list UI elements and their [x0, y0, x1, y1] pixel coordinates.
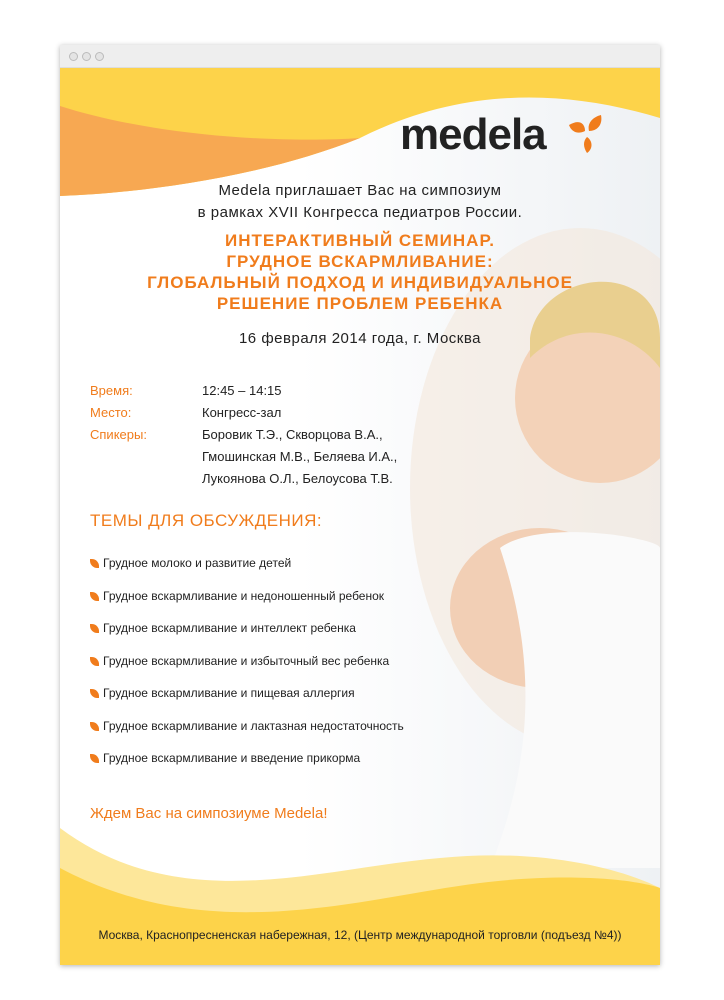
time-value: 12:45 – 14:15	[202, 383, 282, 398]
place-label: Место:	[90, 405, 132, 420]
leaf-bullet-icon	[90, 592, 99, 601]
event-date: 16 февраля 2014 года, г. Москва	[238, 330, 482, 347]
list-item	[90, 556, 404, 589]
list-item	[90, 751, 404, 784]
seminar-title	[60, 230, 660, 314]
place-value: Конгресс-зал	[202, 405, 282, 420]
title-line: ГЛОБАЛЬНЫЙ ПОДХОД И ИНДИВИДУАЛЬНОЕ	[147, 273, 573, 292]
list-item	[90, 686, 404, 719]
intro-text	[60, 180, 660, 224]
leaf-bullet-icon	[90, 657, 99, 666]
leaf-bullet-icon	[90, 722, 99, 731]
title-bar	[60, 45, 660, 68]
list-item	[90, 654, 404, 687]
topic-text: Грудное молоко и развитие детей	[103, 556, 292, 570]
intro-line: в рамках XVII Конгресса педиатров России.	[197, 204, 523, 221]
title-line: ГРУДНОЕ ВСКАРМЛИВАНИЕ:	[226, 252, 494, 271]
medela-logo	[400, 110, 605, 160]
leaf-bullet-icon	[90, 689, 99, 698]
time-label: Время:	[90, 383, 133, 398]
speaker-line: Гмошинская М.В., Беляева И.А.,	[202, 449, 398, 464]
topic-text: Грудное вскармливание и недоношенный ребенок	[103, 588, 385, 603]
speaker-line: Боровик Т.Э., Скворцова В.А.,	[202, 427, 383, 442]
maximize-dot[interactable]	[95, 52, 104, 61]
title-line: ИНТЕРАКТИВНЫЙ СЕМИНАР.	[225, 231, 495, 250]
list-item	[90, 719, 404, 752]
topic-text: Грудное вскармливание и лактазная недостаточность	[103, 718, 404, 733]
topics-heading: ТЕМЫ ДЛЯ ОБСУЖДЕНИЯ:	[90, 511, 323, 530]
topic-text: Грудное вскармливание и введение прикорма	[103, 751, 361, 765]
topics-list	[90, 556, 404, 784]
list-item	[90, 621, 404, 654]
speaker-line: Лукоянова О.Л., Белоусова Т.В.	[202, 471, 393, 486]
list-item	[90, 589, 404, 622]
leaf-bullet-icon	[90, 624, 99, 633]
topic-text: Грудное вскармливание и интеллект ребенка	[103, 621, 356, 635]
address: Москва, Краснопресненская набережная, 12, (Центр международной торговли (подъезд №4))	[98, 928, 622, 942]
closing-text: Ждем Вас на симпозиуме Medela!	[90, 805, 328, 822]
browser-window	[60, 45, 660, 965]
event-info	[90, 380, 397, 490]
invitation-page	[60, 68, 660, 965]
speakers-label: Спикеры:	[90, 427, 147, 442]
topic-text: Грудное вскармливание и пищевая аллергия	[103, 686, 355, 700]
speakers-value	[202, 424, 397, 490]
title-line: РЕШЕНИЕ ПРОБЛЕМ РЕБЕНКА	[216, 294, 504, 313]
medela-flower-icon	[565, 111, 605, 155]
minimize-dot[interactable]	[82, 52, 91, 61]
intro-line: Medela приглашает Вас на симпозиум	[218, 182, 502, 199]
logo-text: medela	[400, 110, 546, 159]
leaf-bullet-icon	[90, 559, 99, 568]
topic-text: Грудное вскармливание и избыточный вес ребенка	[103, 653, 390, 668]
close-dot[interactable]	[69, 52, 78, 61]
leaf-bullet-icon	[90, 754, 99, 763]
